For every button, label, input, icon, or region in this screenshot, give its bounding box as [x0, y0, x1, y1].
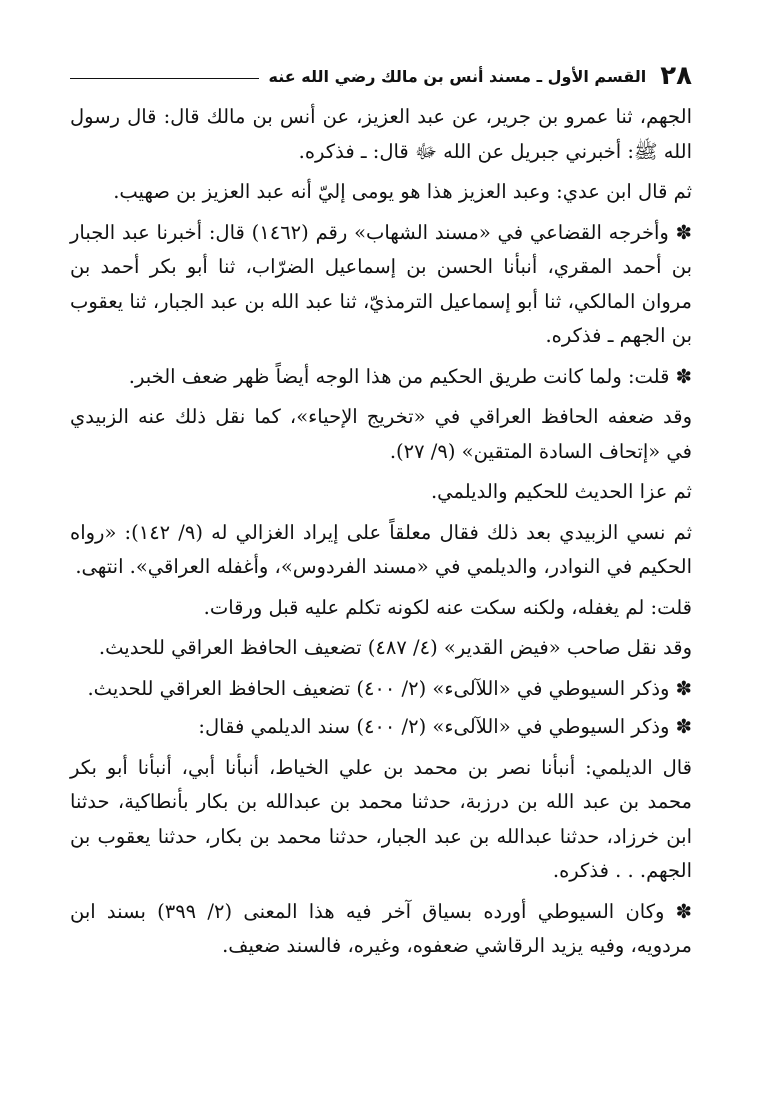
paragraph-2: ثم قال ابن عدي: وعبد العزيز هذا هو يومى إليّ أنه عبد العزيز بن صهيب. [113, 180, 692, 203]
paragraph-5: وقد ضعفه الحافظ العراقي في «تخريج الإحياء»، كما نقل ذلك عنه الزبيدي في «إتحاف السادة المتقين» (٩/ ٢٧). [70, 405, 692, 463]
page-number: ٢٨ [660, 61, 692, 91]
paragraph-12: قال الديلمي: أنبأنا نصر بن محمد بن علي الخياط، أنبأنا أبي، أنبأنا أبو بكر محمد بن عبد الله بن درزبة، حدثنا محمد بن عبدالله بن بكار بأنطاكية، حدثنا ابن خرزاد، حدثنا عبدالله بن عبد الجبار، حدثنا محمد بن بكار، حدثنا يعقوب بن الجهم. . . فذكره. [70, 755, 692, 882]
paragraph-6: ثم عزا الحديث للحكيم والديلمي. [430, 480, 692, 503]
paragraph-3: ✽ وأخرجه القضاعي في «مسند الشهاب» رقم (١٤٦٢) قال: أخبرنا عبد الجبار بن أحمد المقري، أنبأنا الحسن بن إسماعيل الضرّاب، ثنا أبو بكر أحمد بن مروان المالكي، ثنا أبو إسماعيل الترمذيّ، ثنا عبد الله بن عبد الجبار، ثنا يعقوب بن الجهم ـ فذكره. [70, 220, 692, 347]
paragraph-10: ✽ وذكر السيوطي في «اللآلىء» (٢/ ٤٠٠) تضعيف الحافظ العراقي للحديث. [87, 676, 692, 700]
paragraph-13: ✽ وكان السيوطي أورده بسياق آخر فيه هذا المعنى (٢/ ٣٩٩) بسند ابن مردويه، وفيه يزيد الرقاشي ضعفوه، وغيره، فالسند ضعيف. [70, 899, 692, 957]
paragraph-8: قلت: لم يغفله، ولكنه سكت عنه لكونه تكلم عليه قبل ورقات. [203, 595, 692, 619]
page-header [70, 58, 692, 94]
header-rule [70, 78, 259, 79]
running-title: القسم الأول ـ مسند أنس بن مالك رضي الله عنه [268, 66, 647, 86]
body-text [70, 100, 692, 964]
paragraph-9: وقد نقل صاحب «فيض القدير» (٤/ ٤٨٧) تضعيف الحافظ العراقي للحديث. [98, 636, 692, 659]
paragraph-11: ✽ وذكر السيوطي في «اللآلىء» (٢/ ٤٠٠) سند الديلمي فقال: [198, 715, 692, 738]
paragraph-1: الجهم، ثنا عمرو بن جرير، عن عبد العزيز، عن أنس بن مالك قال: قال رسول الله ﷺ: أخبرني جبريل عن الله ﷻ قال: ـ فذكره. [70, 105, 692, 163]
page [70, 58, 692, 1064]
paragraph-7: ثم نسي الزبيدي بعد ذلك فقال معلقاً على إيراد الغزالي له (٩/ ١٤٢): «رواه الحكيم في النوادر، والديلمي في «مسند الفردوس»، وأغفله العراقي». انتهى. [70, 520, 692, 578]
paragraph-4: ✽ قلت: ولما كانت طريق الحكيم من هذا الوجه أيضاً ظهر ضعف الخبر. [128, 364, 692, 388]
